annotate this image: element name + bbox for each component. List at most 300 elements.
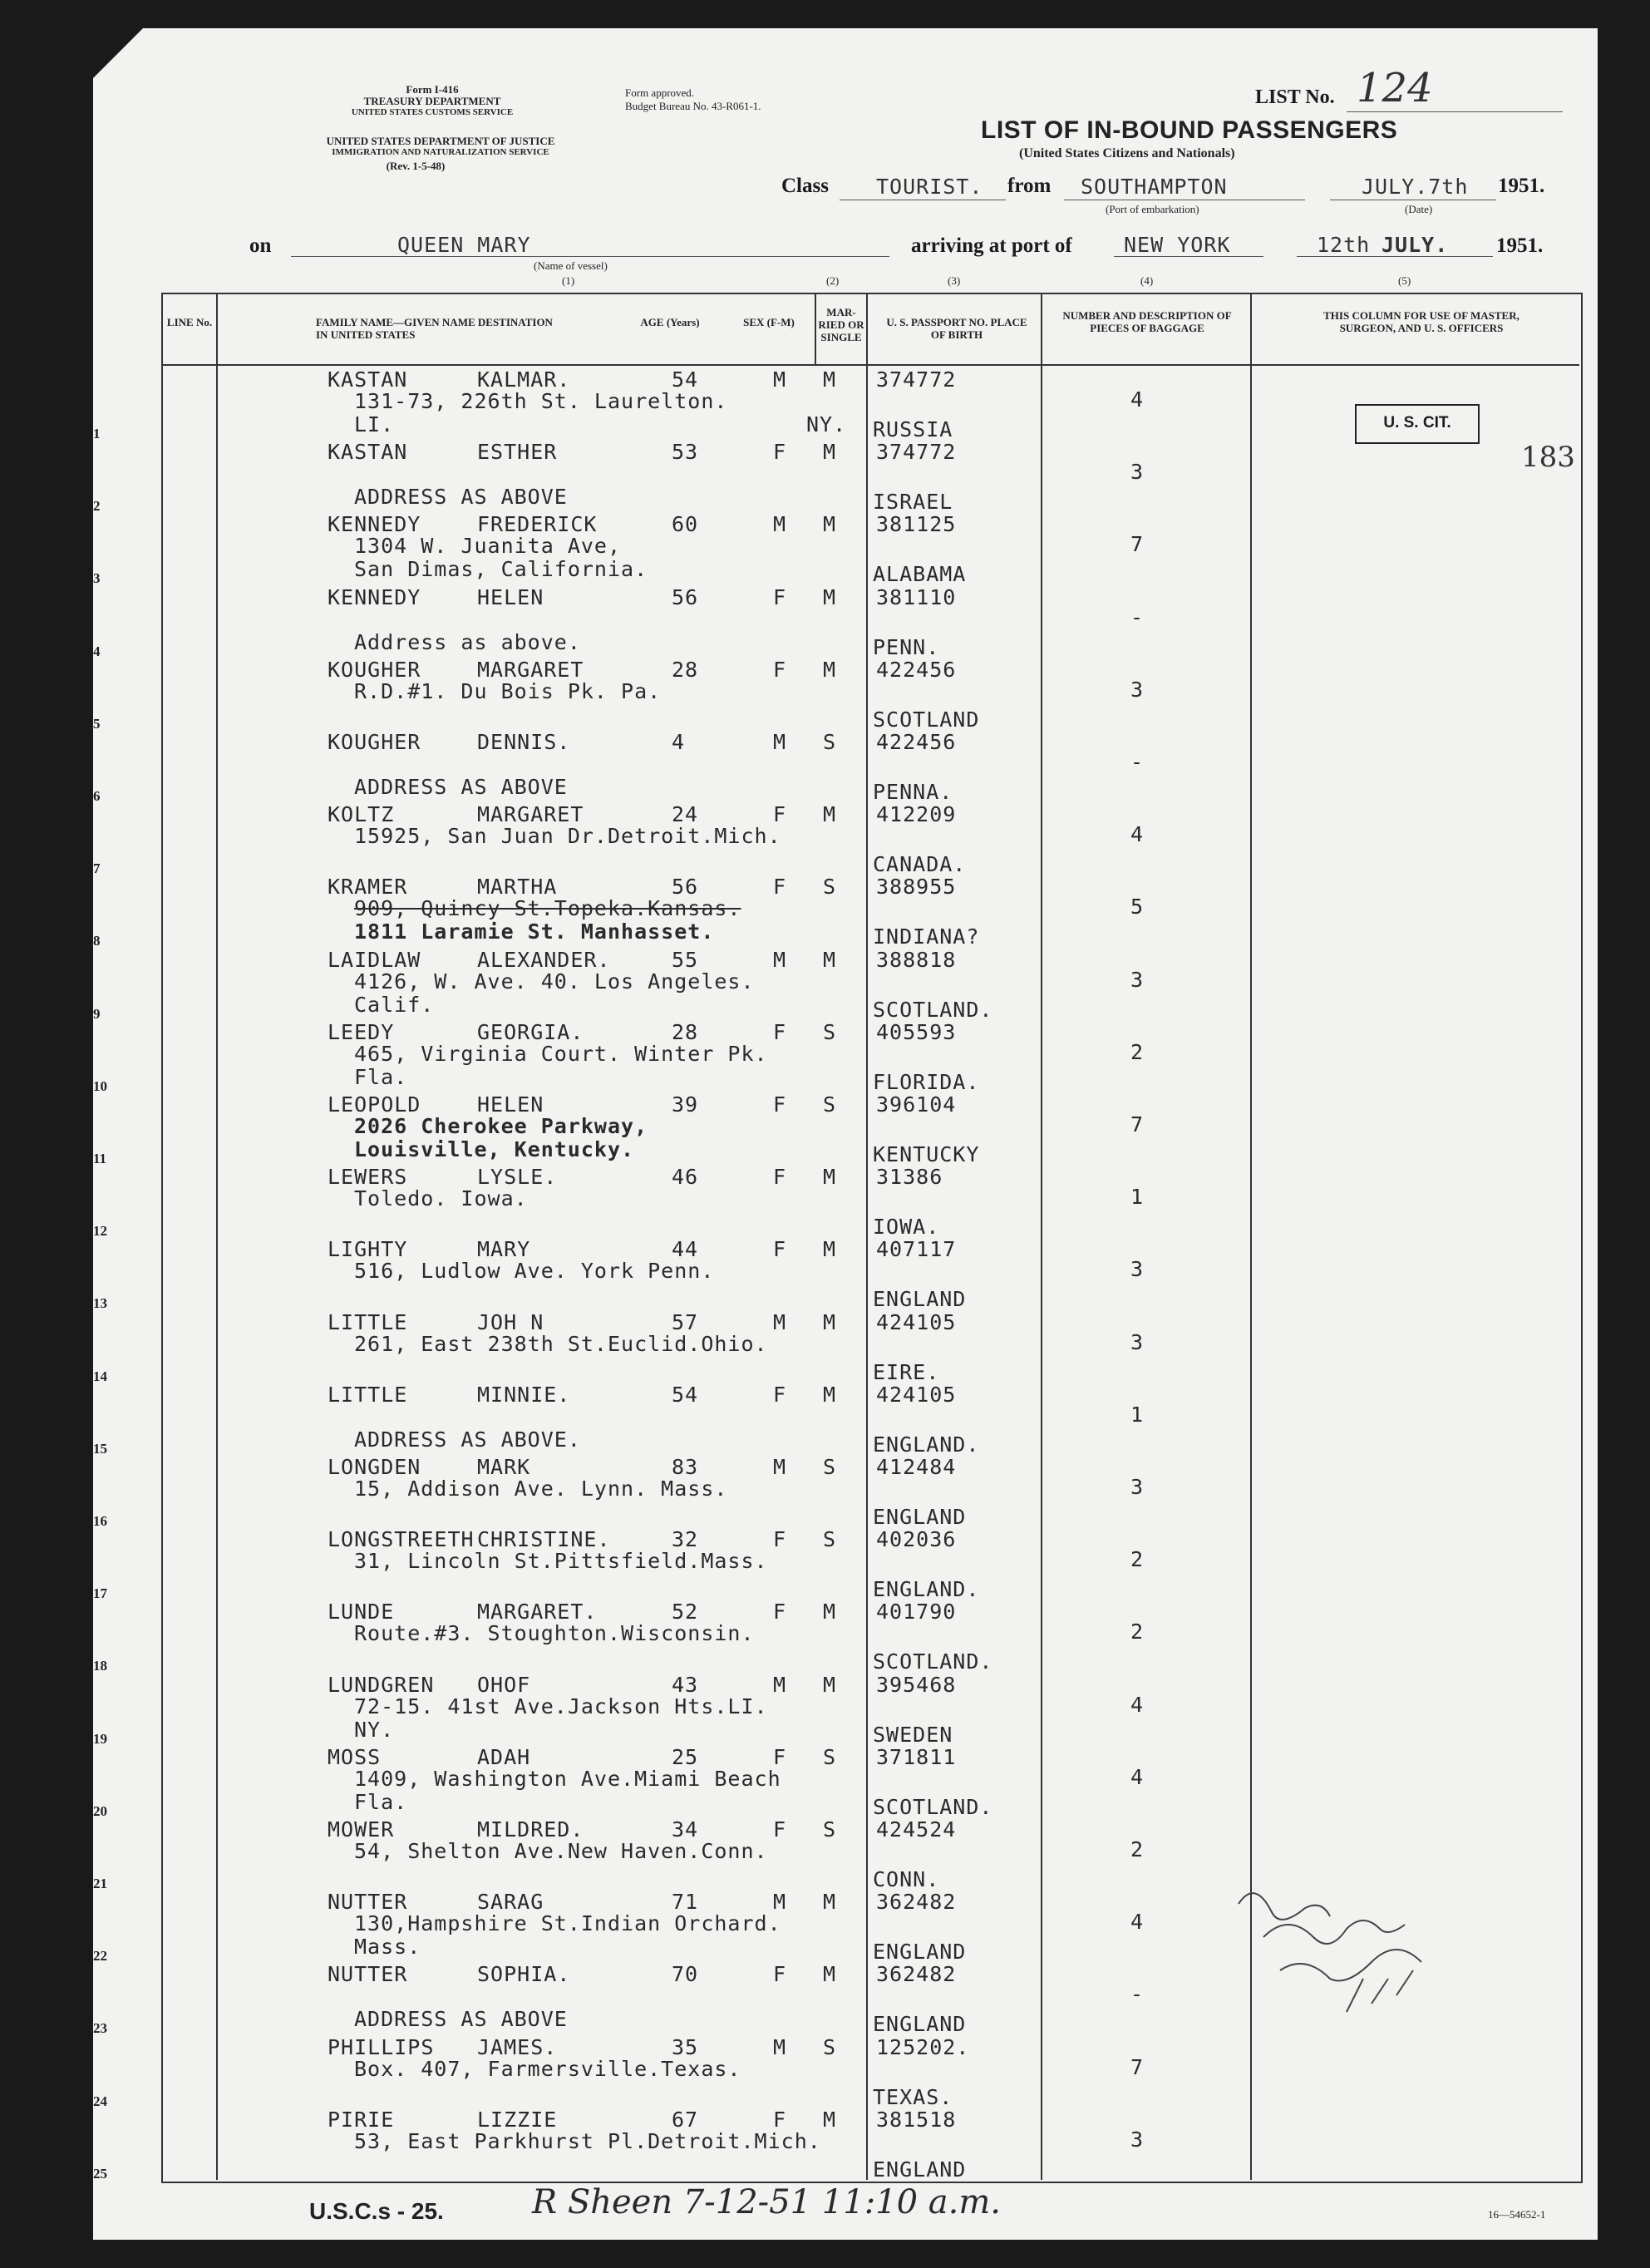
address-line-2: Fla.: [354, 1064, 408, 1089]
address-line-3: NY.: [806, 412, 847, 436]
passport-number: 362482: [876, 1962, 957, 1987]
place-of-birth: ENGLAND: [873, 1287, 967, 1312]
age: 54: [672, 1382, 699, 1407]
family-name: LITTLE: [328, 1309, 408, 1334]
place-of-birth: RUSSIA: [873, 417, 953, 441]
line-number: 25: [93, 2165, 107, 2182]
place-of-birth: ALABAMA: [873, 562, 967, 587]
given-name: MARGARET.: [477, 1600, 598, 1625]
table-row: [93, 801, 1579, 877]
sex: F: [773, 1817, 787, 1842]
sex: F: [773, 802, 787, 827]
sex: M: [773, 730, 787, 754]
baggage-count: 3: [1130, 967, 1145, 992]
embarkation-note: (Port of embarkation): [1106, 203, 1199, 215]
marital-status: M: [823, 1309, 837, 1334]
age: 71: [672, 1890, 699, 1915]
baggage-count: 2: [1130, 1039, 1145, 1064]
address-line-1: Route.#3. Stoughton.Wisconsin.: [354, 1621, 755, 1646]
age: 39: [672, 1092, 699, 1117]
passport-number: 374772: [876, 367, 957, 392]
baggage-count: 7: [1130, 532, 1145, 557]
passport-number: 381518: [876, 2107, 957, 2132]
sex: F: [773, 1382, 787, 1407]
family-name: KASTAN: [328, 367, 408, 392]
line-number: 23: [93, 2020, 107, 2037]
baggage-count: 7: [1130, 1112, 1145, 1136]
place-of-birth: ENGLAND: [873, 1940, 967, 1965]
table-row: [93, 1598, 1579, 1674]
baggage-count: 1: [1130, 1402, 1145, 1427]
given-name: MINNIE.: [477, 1382, 571, 1407]
given-name: ALEXANDER.: [477, 947, 611, 972]
age: 60: [672, 512, 699, 537]
passport-number: 402036: [876, 1527, 957, 1552]
address-line-2: ADDRESS AS ABOVE: [354, 485, 568, 510]
port-value: NEW YORK: [1124, 233, 1231, 257]
age: 56: [672, 584, 699, 609]
sex: F: [773, 875, 787, 900]
baggage-count: 2: [1130, 1547, 1145, 1572]
address-line-1: 31, Lincoln St.Pittsfield.Mass.: [354, 1549, 768, 1574]
customs-label: UNITED STATES CUSTOMS SERVICE: [351, 107, 514, 117]
given-name: GEORGIA.: [477, 1019, 584, 1044]
place-of-birth: ENGLAND: [873, 2012, 967, 2037]
age: 46: [672, 1165, 699, 1190]
address-line-1: 465, Virginia Court. Winter Pk.: [354, 1041, 768, 1066]
address-line-1: 4126, W. Ave. 40. Los Angeles.: [354, 969, 755, 993]
line-number: 4: [93, 643, 101, 659]
age: 83: [672, 1455, 699, 1479]
place-of-birth: SCOTLAND.: [873, 1794, 993, 1819]
address-line-1: 909, Quincy St.Topeka.Kansas.: [354, 896, 741, 921]
passport-number: 412484: [876, 1455, 957, 1479]
family-name: NUTTER: [328, 1890, 408, 1915]
table-row: [93, 1163, 1579, 1240]
address-line-2: Mass.: [354, 1935, 421, 1960]
sex: M: [773, 367, 787, 392]
line-number: 10: [93, 1077, 107, 1094]
table-row: [93, 946, 1579, 1022]
address-line-1: 516, Ludlow Ave. York Penn.: [354, 1259, 715, 1284]
address-line-1: Toledo. Iowa.: [354, 1186, 528, 1211]
age: 67: [672, 2107, 699, 2132]
address-line-2: NY.: [354, 1717, 395, 1742]
marital-status: M: [823, 440, 837, 465]
baggage-count: 4: [1130, 1910, 1145, 1935]
line-number: 11: [93, 1151, 107, 1166]
place-of-birth: IOWA.: [873, 1215, 940, 1240]
treasury-label: TREASURY DEPARTMENT: [363, 95, 501, 107]
list-no-value: 124: [1357, 65, 1433, 111]
line-number: 7: [93, 860, 101, 877]
given-name: JAMES.: [477, 2034, 558, 2059]
sex: F: [773, 1165, 787, 1190]
address-line-1: 1409, Washington Ave.Miami Beach: [354, 1766, 781, 1791]
marital-status: S: [823, 1817, 837, 1842]
sex: M: [773, 512, 787, 537]
baggage-count: 3: [1130, 1329, 1145, 1354]
baggage-count: 5: [1130, 895, 1145, 920]
baggage-count: 7: [1130, 2054, 1145, 2079]
sex: F: [773, 2107, 787, 2132]
family-name: KOUGHER: [328, 657, 421, 682]
family-name: LONGSTREETH: [328, 1527, 475, 1552]
age: 32: [672, 1527, 699, 1552]
place-of-birth: FLORIDA.: [873, 1069, 980, 1094]
marital-status: M: [823, 1165, 837, 1190]
table-row: [93, 1526, 1579, 1602]
marital-status: M: [823, 1237, 837, 1262]
passport-number: 396104: [876, 1092, 957, 1117]
baggage-count: 3: [1130, 677, 1145, 702]
marital-status: M: [823, 1962, 837, 1987]
place-of-birth: ENGLAND.: [873, 1577, 980, 1602]
vessel-note: (Name of vessel): [534, 259, 608, 272]
from-value: SOUTHAMPTON: [1081, 175, 1228, 199]
footer-count: U.S.C.s - 25.: [309, 2198, 444, 2224]
address-line-1: Box. 407, Farmersville.Texas.: [354, 2056, 741, 2081]
col-header-officers: THIS COLUMN FOR USE OF MASTER, SURGEON, AND U. S. OFFICERS: [1323, 309, 1519, 334]
baggage-count: 3: [1130, 1257, 1145, 1282]
table-row: [93, 2106, 1579, 2182]
passport-number: 424105: [876, 1382, 957, 1407]
table-row: [93, 584, 1579, 659]
passport-number: 424524: [876, 1817, 957, 1842]
age: 4: [672, 730, 686, 754]
given-name: LIZZIE: [477, 2107, 558, 2132]
place-of-birth: SWEDEN: [873, 1722, 953, 1747]
place-of-birth: SCOTLAND.: [873, 1649, 993, 1674]
from-label: from: [1007, 175, 1052, 197]
given-name: DENNIS.: [477, 730, 571, 754]
line-number: 18: [93, 1658, 107, 1674]
family-name: KASTAN: [328, 440, 408, 465]
baggage-count: 4: [1130, 822, 1145, 847]
place-of-birth: ENGLAND: [873, 2157, 967, 2182]
passport-number: 381125: [876, 512, 957, 537]
place-of-birth: ENGLAND.: [873, 1432, 980, 1457]
address-line-1: 72-15. 41st Ave.Jackson Hts.LI.: [354, 1694, 768, 1718]
family-name: PIRIE: [328, 2107, 395, 2132]
sex: M: [773, 947, 787, 972]
col-1-num: (1): [562, 274, 575, 287]
passport-number: 395468: [876, 1672, 957, 1697]
age: 70: [672, 1962, 699, 1987]
address-line-2: Louisville, Kentucky.: [354, 1137, 635, 1161]
arrive-day: 12th: [1317, 233, 1371, 257]
address-line-1: R.D.#1. Du Bois Pk. Pa.: [354, 678, 662, 703]
table-row: [93, 1235, 1579, 1312]
passport-number: 401790: [876, 1600, 957, 1625]
table-row: [93, 1091, 1579, 1166]
footer-signature: R Sheen 7-12-51 11:10 a.m.: [532, 2183, 1002, 2221]
table-row: [93, 1671, 1579, 1747]
sex: M: [773, 1890, 787, 1915]
table-row: [93, 728, 1579, 804]
passport-number: 407117: [876, 1237, 957, 1262]
given-name: HELEN: [477, 1092, 544, 1117]
marital-status: S: [823, 875, 837, 900]
given-name: CHRISTINE.: [477, 1527, 611, 1552]
address-line-2: Calif.: [354, 992, 435, 1017]
sex: F: [773, 1092, 787, 1117]
marital-status: S: [823, 1455, 837, 1479]
family-name: LONGDEN: [328, 1455, 421, 1479]
address-line-1: 130,Hampshire St.Indian Orchard.: [354, 1911, 781, 1936]
line-number: 9: [93, 1005, 101, 1022]
date-value: JULY.7th: [1362, 175, 1469, 199]
marital-status: M: [823, 367, 837, 392]
col-2-num: (2): [826, 274, 840, 287]
sex: M: [773, 1309, 787, 1334]
class-value: TOURIST.: [876, 175, 983, 199]
line-number: 15: [93, 1440, 107, 1457]
family-name: KENNEDY: [328, 512, 421, 537]
given-name: SOPHIA.: [477, 1962, 571, 1987]
baggage-count: 2: [1130, 1620, 1145, 1644]
family-name: LAIDLAW: [328, 947, 421, 972]
vessel-name: QUEEN MARY: [397, 233, 531, 257]
passport-number: 405593: [876, 1019, 957, 1044]
place-of-birth: INDIANA?: [873, 924, 980, 949]
table-row: [93, 1309, 1579, 1384]
given-name: MARY: [477, 1237, 531, 1262]
given-name: JOH N: [477, 1309, 544, 1334]
revision-label: (Rev. 1-5-48): [386, 160, 446, 172]
col-5-num: (5): [1398, 274, 1411, 287]
given-name: MARGARET: [477, 802, 584, 827]
address-line-2: ADDRESS AS ABOVE: [354, 775, 568, 799]
passport-number: 31386: [876, 1165, 943, 1190]
passport-number: 412209: [876, 802, 957, 827]
footer-code: 16—54652-1: [1488, 2208, 1546, 2221]
marital-status: M: [823, 2107, 837, 2132]
line-number: 14: [93, 1368, 107, 1384]
line-number: 19: [93, 1730, 107, 1747]
given-name: ADAH: [477, 1744, 531, 1769]
place-of-birth: KENTUCKY: [873, 1142, 980, 1166]
address-line-1: 261, East 238th St.Euclid.Ohio.: [354, 1331, 768, 1356]
sex: F: [773, 1527, 787, 1552]
passport-number: 388955: [876, 875, 957, 900]
class-label: Class: [781, 175, 829, 197]
marital-status: M: [823, 657, 837, 682]
year-2: 1951.: [1496, 234, 1544, 257]
age: 28: [672, 657, 699, 682]
address-line-1: 15, Addison Ave. Lynn. Mass.: [354, 1477, 728, 1501]
baggage-count: -: [1130, 604, 1145, 629]
address-line-2: ADDRESS AS ABOVE.: [354, 1427, 581, 1452]
marital-status: S: [823, 1019, 837, 1044]
passport-number: 424105: [876, 1309, 957, 1334]
marital-status: M: [823, 947, 837, 972]
line-number: 24: [93, 2093, 107, 2109]
line-number: 13: [93, 1295, 107, 1312]
marital-status: M: [823, 1382, 837, 1407]
baggage-count: 4: [1130, 1764, 1145, 1789]
family-name: LEEDY: [328, 1019, 395, 1044]
line-number: 22: [93, 1948, 107, 1965]
col-header-sex: SEX (F-M): [743, 316, 795, 328]
arrive-month: JULY.: [1382, 233, 1449, 257]
arriving-label: arriving at port of: [911, 234, 1072, 257]
us-citizen-stamp: U. S. CIT.: [1355, 404, 1480, 444]
table-row: [93, 873, 1579, 949]
baggage-count: 3: [1130, 2127, 1145, 2152]
place-of-birth: ISRAEL: [873, 490, 953, 515]
given-name: ESTHER: [477, 440, 558, 465]
baggage-count: 2: [1130, 1837, 1145, 1861]
passport-number: 388818: [876, 947, 957, 972]
marital-status: M: [823, 1600, 837, 1625]
line-number: 5: [93, 715, 101, 732]
col-header-age: AGE (Years): [640, 316, 700, 328]
marital-status: S: [823, 1744, 837, 1769]
sex: M: [773, 1455, 787, 1479]
marital-status: S: [823, 730, 837, 754]
line-number: 1: [93, 426, 101, 441]
line-number: 16: [93, 1513, 107, 1529]
col-header-line-no: LINE No.: [166, 316, 213, 328]
age: 52: [672, 1600, 699, 1625]
passport-number: 374772: [876, 440, 957, 465]
budget-bureau: Budget Bureau No. 43-R061-1.: [625, 100, 761, 112]
place-of-birth: CANADA.: [873, 852, 967, 877]
page-subtitle: (United States Citizens and Nationals): [1019, 146, 1235, 160]
sex: F: [773, 1744, 787, 1769]
family-name: KOUGHER: [328, 730, 421, 754]
given-name: KALMAR.: [477, 367, 571, 392]
col-3-num: (3): [948, 274, 961, 287]
place-of-birth: PENNA.: [873, 780, 953, 804]
col-header-married: MAR-RIED OR SINGLE: [818, 306, 864, 343]
address-line-1: 1304 W. Juanita Ave,: [354, 534, 622, 559]
baggage-count: 4: [1130, 1692, 1145, 1717]
passport-number: 381110: [876, 584, 957, 609]
family-name: LITTLE: [328, 1382, 408, 1407]
family-name: LEWERS: [328, 1165, 408, 1190]
marital-status: M: [823, 584, 837, 609]
sex: F: [773, 1237, 787, 1262]
sex: M: [773, 2034, 787, 2059]
passport-number: 422456: [876, 730, 957, 754]
age: 28: [672, 1019, 699, 1044]
family-name: KOLTZ: [328, 802, 395, 827]
age: 34: [672, 1817, 699, 1842]
form-approved: Form approved.: [625, 86, 695, 99]
table-row: [93, 656, 1579, 732]
line-number: 12: [93, 1223, 107, 1240]
table-row: [93, 438, 1579, 515]
place-of-birth: EIRE.: [873, 1359, 940, 1384]
address-line-2: San Dimas, California.: [354, 557, 648, 582]
table-row: [93, 1743, 1579, 1819]
marital-status: S: [823, 2034, 837, 2059]
page-title: LIST OF IN-BOUND PASSENGERS: [981, 116, 1398, 144]
family-name: NUTTER: [328, 1962, 408, 1987]
table-row: [93, 2034, 1579, 2109]
place-of-birth: CONN.: [873, 1867, 940, 1891]
marital-status: M: [823, 1672, 837, 1697]
age: 44: [672, 1237, 699, 1262]
family-name: KENNEDY: [328, 584, 421, 609]
given-name: SARAG: [477, 1890, 544, 1915]
address-line-1: 131-73, 226th St. Laurelton.: [354, 389, 728, 413]
sex: M: [773, 1672, 787, 1697]
justice-label: UNITED STATES DEPARTMENT OF JUSTICE: [326, 135, 555, 147]
given-name: FREDERICK: [477, 512, 598, 537]
table-row: [93, 1381, 1579, 1457]
line-number: 8: [93, 933, 101, 949]
sex: F: [773, 1600, 787, 1625]
age: 56: [672, 875, 699, 900]
place-of-birth: SCOTLAND.: [873, 997, 993, 1022]
sex: F: [773, 440, 787, 465]
age: 25: [672, 1744, 699, 1769]
col-header-name: FAMILY NAME—GIVEN NAME DESTINATION IN UNITED STATES: [316, 316, 553, 341]
col-4-num: (4): [1140, 274, 1154, 287]
sex: F: [773, 657, 787, 682]
inspector-annotation: [1230, 1871, 1505, 2037]
age: 57: [672, 1309, 699, 1334]
place-of-birth: TEXAS.: [873, 2084, 953, 2109]
place-of-birth: ENGLAND: [873, 1505, 967, 1529]
place-of-birth: SCOTLAND: [873, 707, 980, 732]
address-line-1: 54, Shelton Ave.New Haven.Conn.: [354, 1839, 768, 1863]
line-number: 20: [93, 1802, 107, 1819]
col-header-baggage: NUMBER AND DESCRIPTION OF PIECES OF BAGGAGE: [1062, 309, 1232, 334]
age: 54: [672, 367, 699, 392]
given-name: HELEN: [477, 584, 544, 609]
line-number: 17: [93, 1585, 107, 1602]
passport-number: 422456: [876, 657, 957, 682]
family-name: KRAMER: [328, 875, 408, 900]
side-number: 183: [1521, 441, 1575, 474]
address-line-1: 15925, San Juan Dr.Detroit.Mich.: [354, 824, 781, 849]
age: 53: [672, 440, 699, 465]
address-line-2: 1811 Laramie St. Manhasset.: [354, 920, 715, 944]
year-1: 1951.: [1498, 175, 1545, 197]
given-name: MILDRED.: [477, 1817, 584, 1842]
list-no-label: LIST No.: [1255, 86, 1335, 108]
sex: F: [773, 1019, 787, 1044]
family-name: LUNDGREN: [328, 1672, 435, 1697]
family-name: PHILLIPS: [328, 2034, 435, 2059]
sex: F: [773, 1962, 787, 1987]
col-header-passport: U. S. PASSPORT NO. PLACE OF BIRTH: [886, 316, 1027, 341]
line-number: 2: [93, 498, 101, 515]
baggage-count: 3: [1130, 1475, 1145, 1499]
passport-number: 371811: [876, 1744, 957, 1769]
on-label: on: [249, 234, 272, 257]
passport-number: 362482: [876, 1890, 957, 1915]
table-row: [93, 510, 1579, 587]
address-line-1: 2026 Cherokee Parkway,: [354, 1114, 648, 1138]
table-row: [93, 1018, 1579, 1094]
line-number: 6: [93, 788, 101, 804]
address-line-2: Fla.: [354, 1789, 408, 1814]
ins-label: IMMIGRATION AND NATURALIZATION SERVICE: [332, 147, 549, 157]
baggage-count: 3: [1130, 460, 1145, 485]
address-line-2: LI.: [354, 412, 395, 436]
line-number: 3: [93, 570, 101, 587]
baggage-count: -: [1130, 750, 1145, 774]
age: 35: [672, 2034, 699, 2059]
age: 55: [672, 947, 699, 972]
address-line-2: Address as above.: [354, 629, 581, 654]
given-name: LYSLE.: [477, 1165, 558, 1190]
